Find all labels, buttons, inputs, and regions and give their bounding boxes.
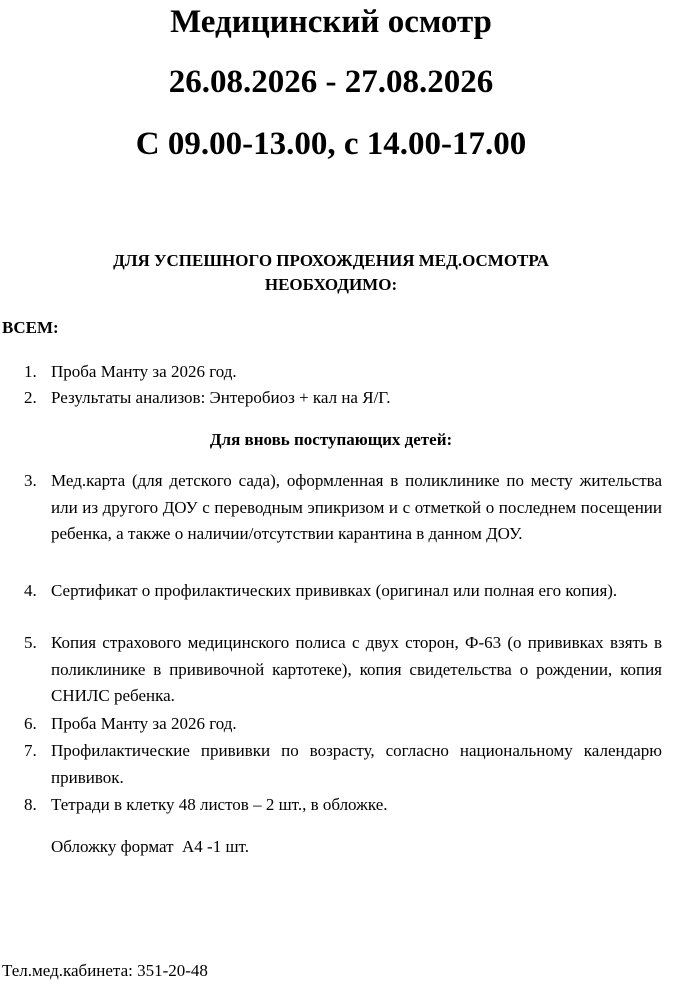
list-item [0,359,662,386]
list-item-number: 5. [24,633,37,652]
exam-hours: С 09.00-13.00, с 14.00-17.00 [135,126,527,162]
list-item-text: Тетради в клетку 48 листов – 2 шт., в обложке. [51,795,388,814]
list-item-number: 7. [24,741,37,760]
list-item-text: Проба Манту за 2026 год. [51,362,237,381]
list-item-number: 3. [24,471,37,490]
exam-dates: 26.08.2026 - 27.08.2026 [168,64,494,100]
list-item-number: 1. [24,362,37,381]
medical-office-phone: Тел.мед.кабинета: 351-20-48 [2,961,208,980]
list-item [0,738,662,791]
cover-note: Обложку формат А4 -1 шт. [51,837,249,856]
requirements-heading-line1: ДЛЯ УСПЕШНОГО ПРОХОЖДЕНИЯ МЕД.ОСМОТРА [113,251,549,270]
document-title: Медицинский осмотр [170,4,492,40]
list-item-text: Результаты анализов: Энтеробиоз + кал на Я/Г. [51,388,391,407]
list-item [0,630,662,710]
requirements-heading-line2: НЕОБХОДИМО: [264,275,398,294]
list-item [0,468,662,548]
list-item-text: Проба Манту за 2026 год. [51,714,237,733]
list-item-text: Профилактические прививки по возрасту, согласно национальному календарю прививок. [51,741,662,787]
list-item-text: Мед.карта (для детского сада), оформленная в поликлинике по месту жительства или из другого ДОУ с переводным эпикризом и с отметкой о последнем посещении ребенка, а также о наличии/отсутствии карантина в данном ДОУ. [51,471,662,543]
new-children-heading: Для вновь поступающих детей: [209,430,453,449]
list-item [0,711,662,738]
all-label: ВСЕМ: [2,318,59,337]
list-item-number: 6. [24,714,37,733]
list-item [0,578,662,605]
requirements-heading [0,249,662,297]
list-item-text: Сертификат о профилактических прививках (оригинал или полная его копия). [51,581,618,600]
list-item [0,385,662,412]
list-item [0,792,662,819]
list-item-number: 8. [24,795,37,814]
list-item-text: Копия страхового медицинского полиса с двух сторон, Ф-63 (о прививках взять в поликлинике в прививочной картотеке), копия свидетельства о рождении, копия СНИЛС ребенка. [51,633,662,705]
list-item-number: 4. [24,581,37,600]
list-item-number: 2. [24,388,37,407]
